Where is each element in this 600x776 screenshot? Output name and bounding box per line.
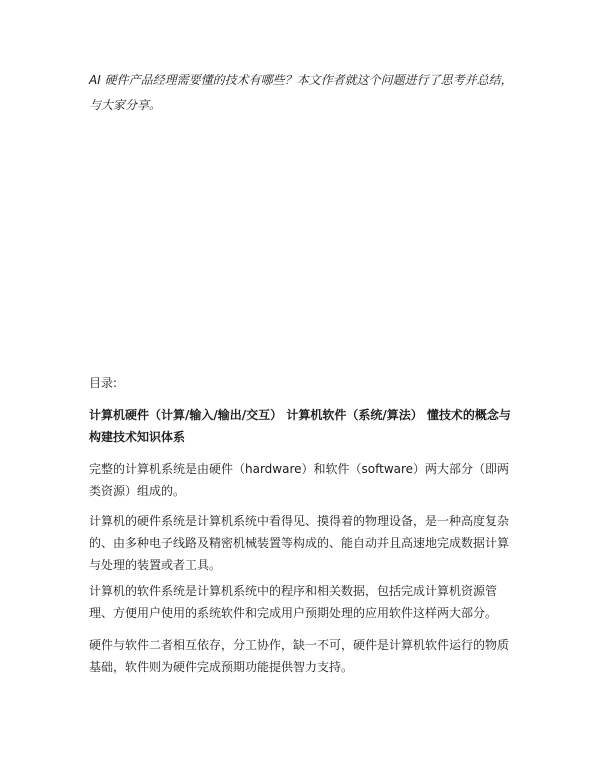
intro-text: AI 硬件产品经理需要懂的技术有哪些？本文作者就这个问题进行了思考并总结，与大家分享。: [89, 73, 513, 112]
paragraph: 硬件与软件二者相互依存，分工协作，缺一不可，硬件是计算机软件运行的物质基础，软件则为硬件完成预期功能提供智力支持。: [89, 638, 510, 674]
paragraph: 计算机的硬件系统是计算机系统中看得见、摸得着的物理设备，是一种高度复杂的、由多种电子线路及精密机械装置等构成的、能自动并且高速地完成数据计算与处理的装置或者工具。: [89, 514, 510, 572]
toc-title: 计算机硬件（计算/输入/输出/交互） 计算机软件（系统/算法） 懂技术的概念与构建技术知识体系: [89, 408, 511, 444]
paragraph: 完整的计算机系统是由硬件（hardware）和软件（software）两大部分（即两类资源）组成的。: [89, 462, 510, 498]
paragraph: 计算机的软件系统是计算机系统中的程序和相关数据，包括完成计算机资源管理、方便用户使用的系统软件和完成用户预期处理的应用软件这样两大部分。: [89, 584, 498, 620]
toc-label: 目录:: [89, 376, 118, 390]
